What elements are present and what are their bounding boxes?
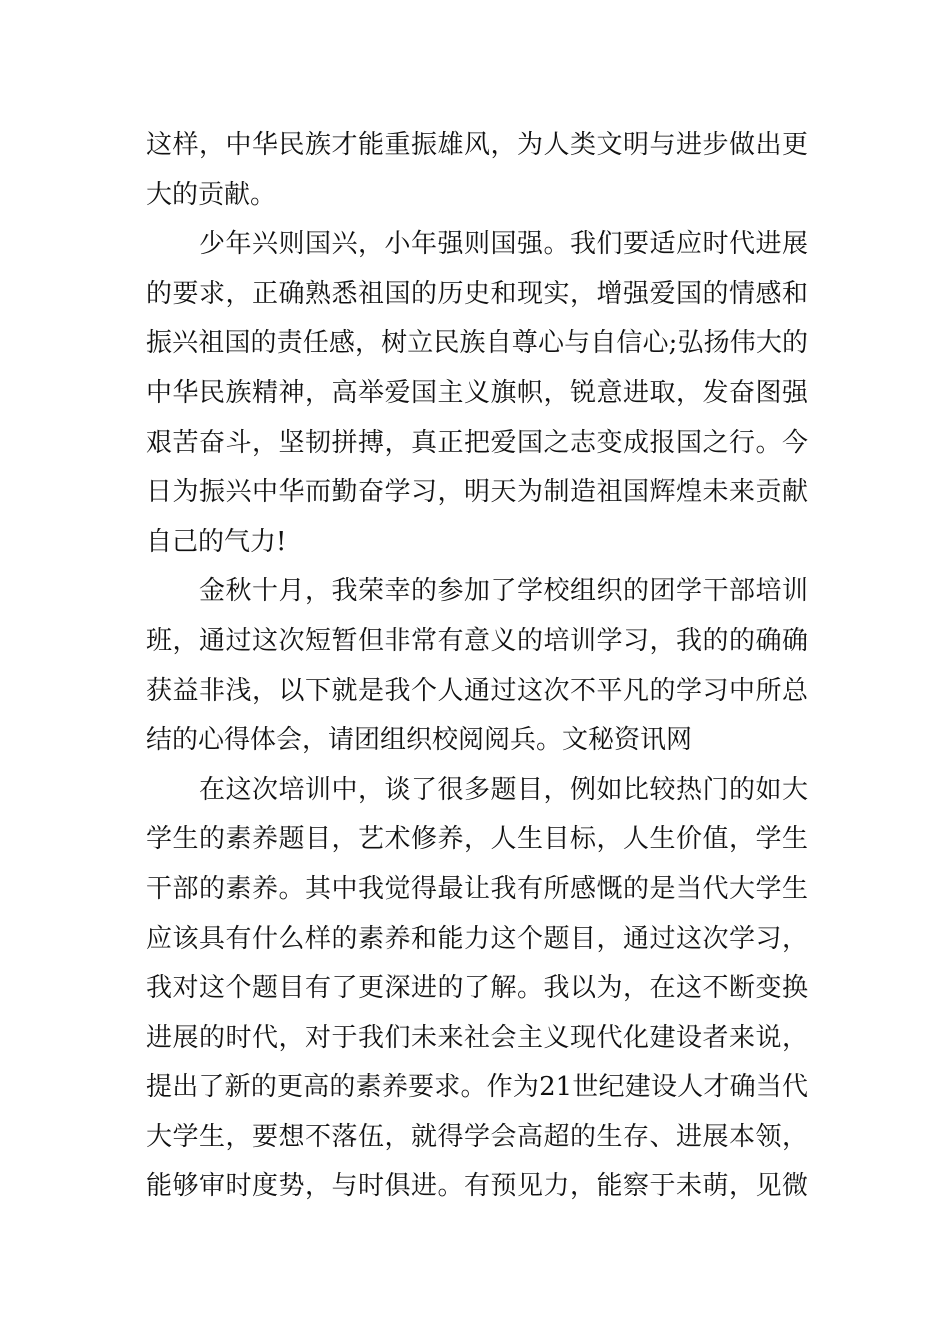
text-line: 学生的素养题目，艺术修养，人生目标，人生价值，学生 (146, 824, 808, 855)
text-line: 大学生，要想不落伍，就得学会高超的生存、进展本领， (146, 1121, 808, 1152)
text-line: 日为振兴中华而勤奋学习，明天为制造祖国辉煌未来贡献 (146, 477, 808, 508)
text-line: 干部的素养。其中我觉得最让我有所感慨的是当代大学生 (146, 873, 808, 904)
text-line: 的要求，正确熟悉祖国的历史和现实，增强爱国的情感和 (146, 278, 808, 309)
text-line: 这样，中华民族才能重振雄风，为人类文明与进步做出更 (146, 130, 808, 160)
text-line: 艰苦奋斗，坚韧拼搏，真正把爱国之志变成报国之行。今 (146, 427, 808, 458)
text-line: 金秋十月，我荣幸的参加了学校组织的团学干部培训 (146, 576, 808, 607)
text-line: 进展的时代，对于我们未来社会主义现代化建设者来说， (146, 1022, 808, 1053)
text-line: 在这次培训中，谈了很多题目，例如比较热门的如大 (146, 774, 808, 805)
text-line: 应该具有什么样的素养和能力这个题目，通过这次学习， (146, 923, 808, 954)
text-line: 振兴祖国的责任感，树立民族自尊心与自信心;弘扬伟大的 (146, 328, 808, 359)
document-body-text (146, 121, 808, 1212)
text-line: 大的贡献。 (146, 179, 277, 210)
text-line: 提出了新的更高的素养要求。作为21世纪建设人才确当代 (146, 1072, 808, 1103)
text-line: 班，通过这次短暂但非常有意义的培训学习，我的的确确 (146, 625, 808, 656)
text-line: 我对这个题目有了更深进的了解。我以为，在这不断变换 (146, 973, 808, 1004)
text-line: 能够审时度势，与时俱进。有预见力，能察于未萌，见微 (146, 1171, 808, 1202)
text-line: 结的心得体会，请团组织校阅阅兵。文秘资讯网 (146, 725, 693, 756)
text-line: 自己的气力! (146, 526, 287, 557)
text-line: 中华民族精神，高举爱国主义旗帜，锐意进取，发奋图强 (146, 377, 808, 408)
text-line: 少年兴则国兴，小年强则国强。我们要适应时代进展 (146, 229, 808, 260)
text-line: 获益非浅，以下就是我个人通过这次不平凡的学习中所总 (146, 675, 808, 706)
